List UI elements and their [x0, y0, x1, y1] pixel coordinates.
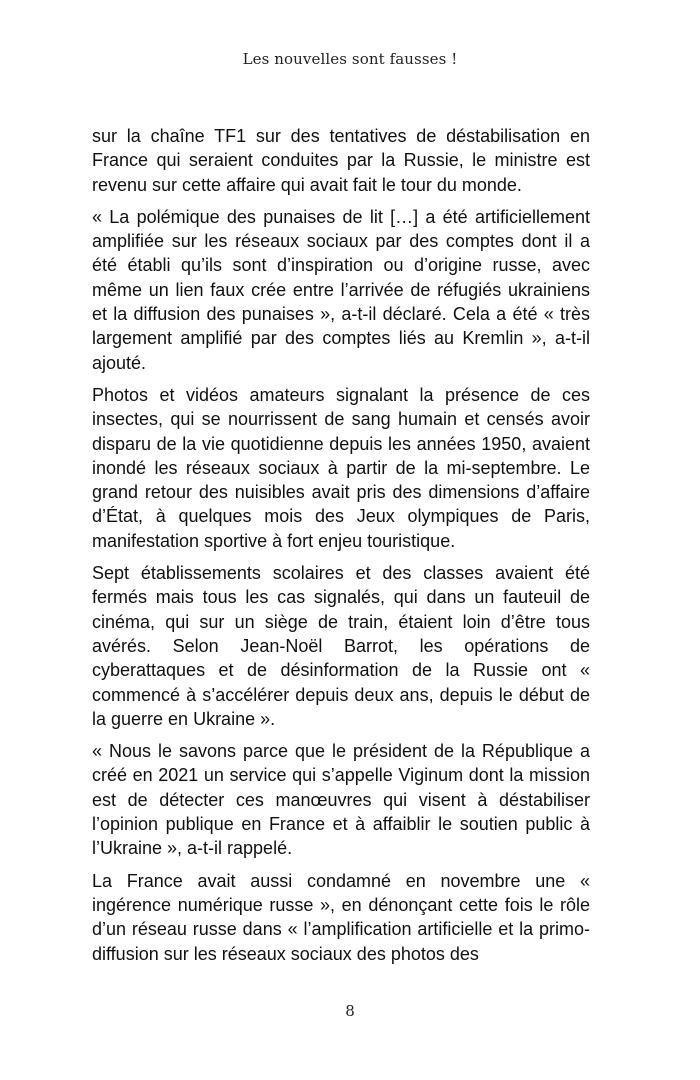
running-header: Les nouvelles sont fausses !: [242, 50, 458, 68]
paragraph: Photos et vidéos amateurs signalant la présence de ces insectes, qui se nourrissent de sang humain et censés avoir disparu de la vie quotidienne depuis les années 1950, avaient inondé les réseaux sociaux à partir de la mi-septembre. Le grand retour des nuisibles avait pris des dimensions d’affaire d’État, à quelques mois des Jeux olympiques de Paris, manifestation sportive à fort enjeu touristique.: [92, 384, 590, 551]
paragraph: « La polémique des punaises de lit […] a été artificiellement amplifiée sur les réseaux sociaux par des comptes dont il a été établi qu’ils sont d’inspiration ou d’origine russe, avec même un lien faux crée entre l’arrivée de réfugiés ukrainiens et la diffusion des punaises », a-t-il déclaré. Cela a été « très largement amplifié par des comptes liés au Kremlin », a-t-il ajouté.: [92, 206, 590, 373]
paragraph: « Nous le savons parce que le président de la République a créé en 2021 un service qui s’appelle Viginum dont la mission est de détecter ces manœuvres qui visent à déstabiliser l’opinion publique en France et à affaiblir le soutien public à l’Ukraine », a-t-il rappelé.: [92, 741, 590, 859]
page-number: 8: [345, 1002, 355, 1020]
paragraph: Sept établissements scolaires et des classes avaient été fermés mais tous les cas signalés, qui dans un fauteuil de cinéma, qui sur un siège de train, étaient loin d’être tous avérés. Selon Jean-Noël Barrot, les opérations de cyberattaques et de désinformation de la Russie ont « commencé à s’accélérer depuis deux ans, depuis le début de la guerre en Ukraine ».: [92, 563, 590, 729]
paragraph: La France avait aussi condamné en novembre une « ingérence numérique russe », en dénonçant cette fois le rôle d’un réseau russe dans « l’amplification artificielle et la primo-diffusion sur les réseaux sociaux des photos des: [92, 870, 590, 964]
paragraph: sur la chaîne TF1 sur des tentatives de déstabilisation en France qui seraient conduites par la Russie, le ministre est revenu sur cette affaire qui avait fait le tour du monde.: [92, 126, 590, 195]
body-text: [92, 124, 590, 974]
